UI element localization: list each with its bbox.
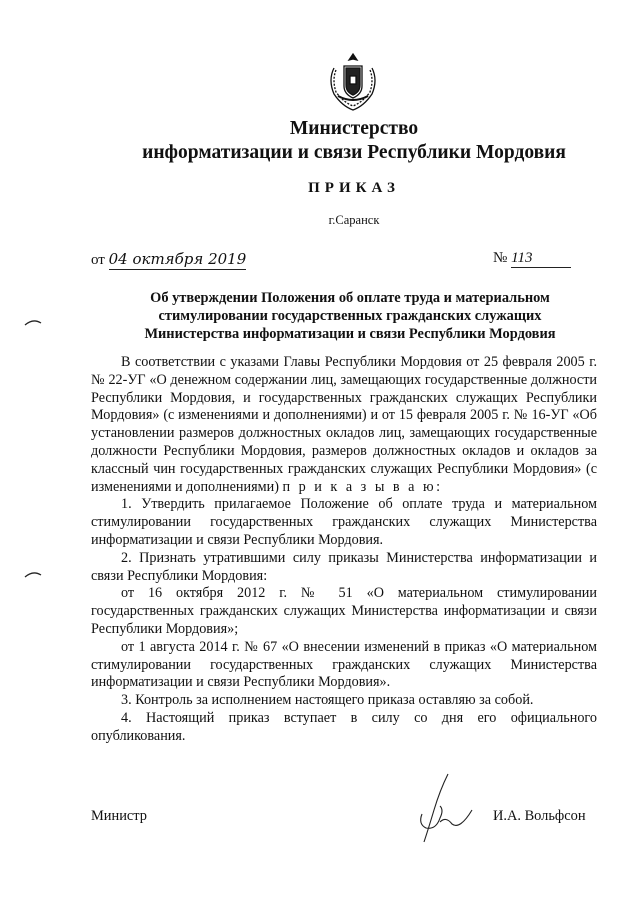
order-number (493, 250, 571, 268)
document-body (91, 354, 597, 746)
ministry-name-line1: Министерство (289, 118, 419, 139)
title-line: Министерства информатизации и связи Республики Мордовия (144, 326, 556, 342)
signatory-name: И.А. Вольфсон (493, 808, 586, 824)
handwritten-number: 113 (511, 250, 533, 266)
title-line: стимулировании государственных гражданских служащих (158, 308, 542, 324)
clause-1: 1. Утвердить прилагаемое Положение об оплате труда и материальном стимулировании государственных гражданских служащих Министерства информатизации и связи Республики Мордовия. (91, 496, 597, 548)
title-line: Об утверждении Положения об оплате труда и материальном (150, 290, 550, 306)
order-verb: п р и к а з ы в а ю: (282, 478, 443, 495)
margin-mark (24, 318, 42, 326)
coat-of-arms-icon (326, 50, 380, 112)
clause-2-item-2: от 1 августа 2014 г. № 67 «О внесении изменений в приказ «О материальном стимулировании государственных гражданских служащих Министерства информатизации и связи Республики Мордовия». (91, 638, 597, 691)
ministry-name-line2: информатизации и связи Республики Мордовия (142, 142, 566, 163)
clause-2-item-1: от 16 октября 2012 г. № 51 «О материальном стимулировании государственных гражданских служащих Министерства информатизации и связи Республики Мордовия»; (91, 585, 597, 637)
order-date (91, 250, 246, 270)
clause-4: 4. Настоящий приказ вступает в силу со дня его официального опубликования. (91, 709, 597, 744)
number-label: № (493, 250, 508, 266)
preamble-text: В соответствии с указами Главы Республики Мордовия от 25 февраля 2005 г. № 22-УГ «О денежном содержании лиц, замещающих государственные должности Республики Мордовия, и государственных гражданских служащих Республики Мордовия» (с изменениями и дополнениями) и от 15 февраля 2005 г. № 16-УГ «Об установлении размеров должностных окладов лиц, замещающих государственные должности Республики Мордовия, размеров должностных окладов и окладов за классный чин государственных гражданских служащих Республики Мордовия» (с изменениями и дополнениями) (91, 354, 597, 495)
handwritten-signature-icon (400, 770, 480, 850)
document-title (100, 289, 600, 343)
city-label: г.Саранск (328, 213, 380, 227)
clause-2: 2. Признать утратившими силу приказы Министерства информатизации и связи Республики Мордовия: (91, 549, 597, 584)
signatory-title: Министр (91, 808, 147, 824)
margin-mark (24, 570, 42, 578)
preamble-paragraph (91, 354, 597, 496)
order-heading: ПРИКАЗ (308, 180, 400, 196)
clause-3: 3. Контроль за исполнением настоящего приказа оставляю за собой. (121, 692, 534, 709)
date-label: от (91, 252, 105, 268)
handwritten-date: 04 октября 2019 (108, 250, 247, 268)
